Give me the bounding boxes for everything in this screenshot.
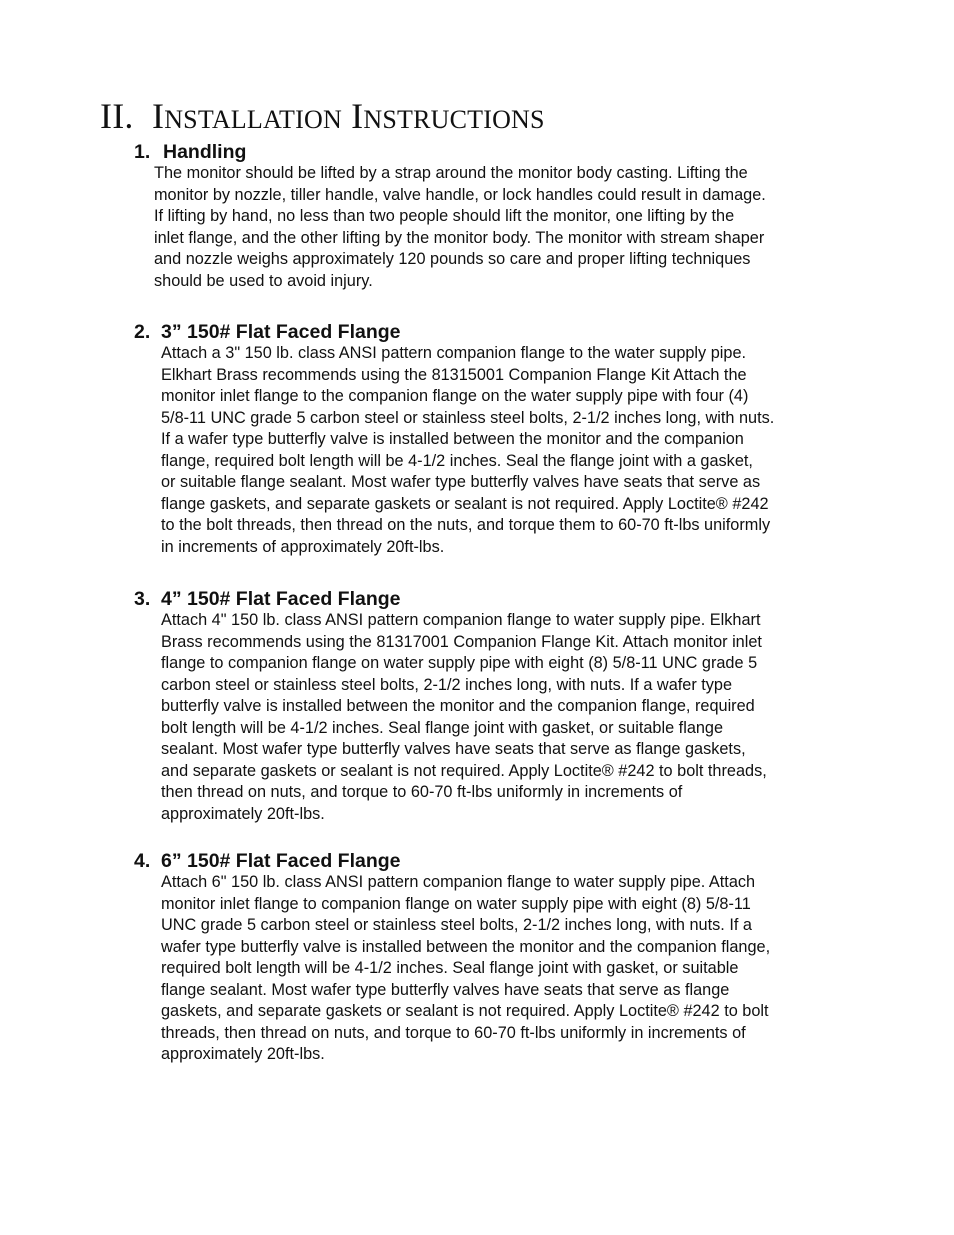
item-body: The monitor should be lifted by a strap around the monitor body casting. Lifting the monitor by nozzle, tiller handle, valve handle, or lock handles could result in damage. If lifting by hand, no less than two people should lift the monitor, one lifting by the inlet flange, and the other lifting by the monitor body. The monitor with stream shaper and nozzle weighs approximately 120 pounds so care and proper lifting techniques should be used to avoid injury. [154,164,766,290]
section-title-rest-2: NSTRUCTIONS [363,105,545,134]
section-numeral: II. [100,96,134,136]
item-heading [134,140,884,164]
instruction-item-3in-flange [134,320,891,558]
item-heading [134,587,891,611]
item-number: 1. [134,141,151,163]
item-heading-text: 6” 150# Flat Faced Flange [161,850,401,872]
instruction-item-6in-flange [134,849,891,1066]
item-number: 3. [134,588,151,610]
section-title-initial-2: I [351,96,364,136]
item-heading-text: Handling [163,141,247,163]
item-heading-text: 3” 150# Flat Faced Flange [161,321,401,343]
item-number: 4. [134,850,151,872]
item-body: Attach 6" 150 lb. class ANSI pattern companion flange to water supply pipe. Attach monitor inlet flange to companion flange on water supply pipe with eight (8) 5/8-11 UNC grade 5 carbon steel or stainless steel bolts, 2-1/2 inches long, with nuts. If a wafer type butterfly valve is installed between the monitor and the companion flange, required bolt length will be 4-1/2 inches. Seal flange joint with gasket, or suitable flange sealant. Most wafer type butterfly valves have seats that serve as flange gaskets, and separate gaskets or sealant is not required. Apply Loctite® #242 to bolt threads, then thread on nuts, and torque to 60-70 ft-lbs uniformly in increments of approximately 20ft-lbs. [161,873,771,1063]
item-body: Attach a 3" 150 lb. class ANSI pattern companion flange to the water supply pipe. Elkhart Brass recommends using the 81315001 Companion Flange Kit Attach the monitor inlet flange to the companion flange on the water supply pipe with four (4) 5/8-11 UNC grade 5 carbon steel or stainless steel bolts, 2-1/2 inches long, with nuts. If a wafer type butterfly valve is installed between the monitor and the companion flange, required bolt length will be 4-1/2 inches. Seal the flange joint with a gasket, or suitable flange sealant. Most wafer type butterfly valves have seats that serve as flange gaskets, and separate gaskets or sealant is not required. Apply Loctite® #242 to the bolt threads, then thread on the nuts, and torque them to 60-70 ft-lbs uniformly in increments of approximately 20ft-lbs. [161,344,775,556]
item-heading-text: 4” 150# Flat Faced Flange [161,588,401,610]
item-heading [134,320,891,344]
item-body: Attach 4" 150 lb. class ANSI pattern companion flange to water supply pipe. Elkhart Brass recommends using the 81317001 Companion Flange Kit. Attach monitor inlet flange to companion flange on water supply pipe with eight (8) 5/8-11 UNC grade 5 carbon steel or stainless steel bolts, 2-1/2 inches long, with nuts. If a wafer type butterfly valve is installed between the monitor and the companion flange, required bolt length will be 4-1/2 inches. Seal flange joint with gasket, or suitable flange sealant. Most wafer type butterfly valves have seats that serve as flange gaskets, and separate gaskets or sealant is not required. Apply Loctite® #242 to bolt threads, then thread on nuts, and torque to 60-70 ft-lbs uniformly in increments of approximately 20ft-lbs. [161,611,767,823]
section-title [100,94,545,142]
item-heading [134,849,891,873]
section-title-initial-1: I [151,96,165,136]
instruction-item-handling [134,140,884,292]
item-number: 2. [134,321,151,343]
section-title-rest-1: NSTALLATION [164,105,342,134]
instruction-item-4in-flange [134,587,891,825]
